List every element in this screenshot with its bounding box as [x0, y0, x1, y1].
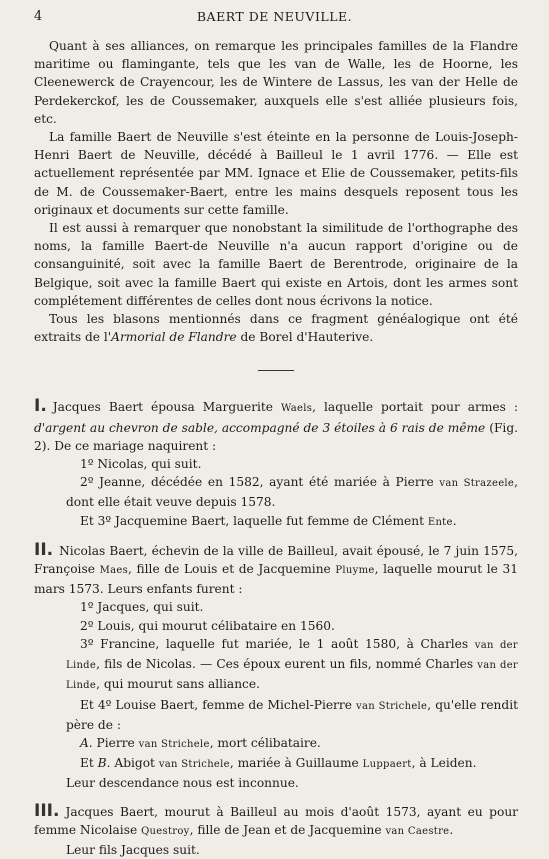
genealogy-entry-3 — [34, 802, 518, 859]
running-title: BAERT DE NEUVILLE. — [196, 9, 353, 24]
text-body — [34, 37, 518, 859]
generation-numeral: I. — [34, 396, 47, 417]
child-line: 1º Nicolas, qui suit. — [80, 457, 202, 472]
grandchild-line: Et B. Abigot van Strichele, mariée à Guillaume Luppaert, à Leiden. — [80, 756, 477, 771]
child-line: Et 4º Louise Baert, femme de Michel-Pierre van Strichele, qu'elle rendit père de : — [66, 697, 518, 732]
grandchild-line: A. Pierre van Strichele, mort célibataire. — [80, 735, 321, 750]
descendance-note: Leur descendance nous est inconnue. — [66, 776, 299, 791]
child-line: Et 3º Jacquemine Baert, laquelle fut femme de Clément Ente. — [80, 513, 457, 528]
entry-3-text: III. Jacques Baert, mourut à Bailleul au mois d'août 1573, ayant eu pour femme Nicolaise Questroy, fille de Jean et de Jacquemine van Caestre. — [34, 800, 518, 837]
entry-2-text: II. Nicolas Baert, échevin de la ville de Bailleul, avait épousé, le 7 juin 1575, Françoise Maes, fille de Louis et de Jacquemine Pluyme, laquelle mourut le 31 mars 1573. Leurs enfants furent : — [34, 539, 518, 597]
paragraph-sources: Tous les blasons mentionnés dans ce fragment généalogique ont été extraits de l'Armorial de Flandre de Borel d'Hauterive. — [34, 312, 518, 345]
child-line: 3º Francine, laquelle fut mariée, le 1 août 1580, à Charles van der Linde, fils de Nicolas. — Ces époux eurent un fils, nommé Charles van der Linde, qui mourut sans alliance. — [66, 636, 518, 692]
generation-numeral: II. — [34, 539, 54, 560]
child-line: 1º Jacques, qui suit. — [80, 600, 204, 615]
entry-1-text: I. Jacques Baert épousa Marguerite Waels, laquelle portait pour armes : d'argent au chevron de sable, accompagné de 3 étoiles à 6 rais de même (Fig. 2). De ce mariage naquirent : — [34, 396, 518, 453]
entry-3-closing: Leur fils Jacques suit. — [66, 842, 200, 857]
genealogy-entry-1 — [34, 397, 518, 531]
child-line: 2º Jeanne, décédée en 1582, ayant été mariée à Pierre van Strazeele, dont elle était veuve depuis 1578. — [66, 475, 518, 510]
paragraph-distinction: Il est aussi à remarquer que nonobstant la similitude de l'orthographe des noms, la famille Baert-de Neuville n'a aucun rapport d'origine ou de consanguinité, soit avec la famille Baert de Berentrode, originaire de la Belgique, soit avec la famille Baert qui existe en Artois, dont les armes sont complétement différentes de celles dont nous écrivons la notice. — [34, 221, 518, 308]
section-divider — [258, 370, 294, 371]
child-line: 2º Louis, qui mourut célibataire en 1560. — [80, 618, 335, 633]
page-number: 4 — [34, 9, 43, 24]
paragraph-alliances: Quant à ses alliances, on remarque les principales familles de la Flandre maritime ou flamingante, tels que les van de Walle, les de Hoorne, les Cleenewerck de Crayencour, les de Wintere de Lassus, les van der Helle de Perdekerckof, les de Coussemaker, auxquels elle s'est alliée plusieurs fois, etc. — [34, 39, 518, 126]
generation-numeral: III. — [34, 800, 60, 821]
paragraph-extinction: La famille Baert de Neuville s'est éteinte en la personne de Louis-Joseph-Henri Baert de Neuville, décédé à Bailleul le 1 avril 1776. — Elle est actuellement représentée par MM. Ignace et Elie de Coussemaker, petits-fils de M. de Coussemaker-Baert, entre les mains desquels reposent tous les originaux et documents sur cette famille. — [34, 130, 518, 217]
genealogy-entry-2 — [34, 541, 518, 793]
